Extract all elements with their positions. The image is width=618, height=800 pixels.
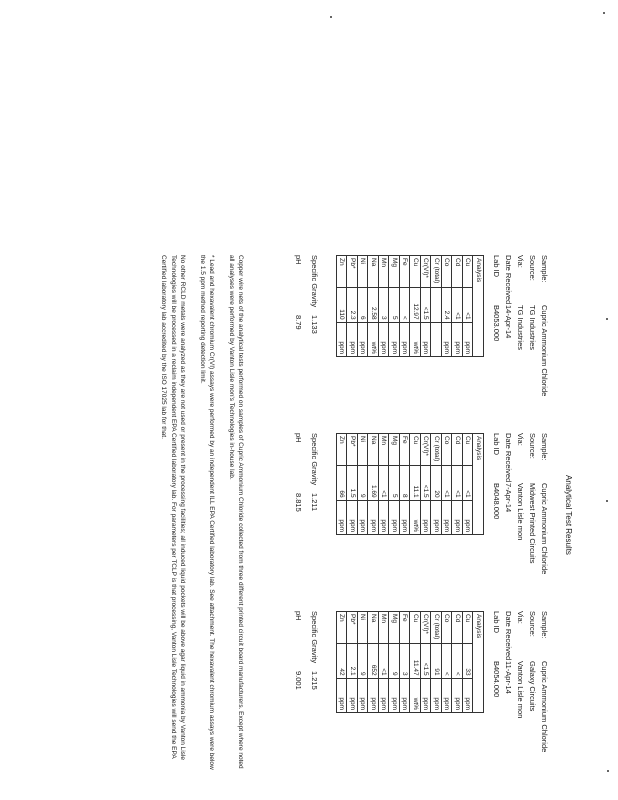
- unit-cell: ppm: [442, 322, 453, 356]
- element-cell: Cr(VI)*: [421, 612, 432, 644]
- value-cell: <1.5: [421, 644, 432, 678]
- element-cell: Ni: [358, 612, 369, 644]
- unit-cell: wt%: [410, 678, 421, 712]
- table-row: [389, 256, 400, 357]
- table-row: [421, 256, 432, 357]
- table-row: [463, 434, 474, 535]
- meta-row-sample: [536, 611, 548, 761]
- scan-mark: [607, 770, 609, 772]
- analysis-header: Analysis: [473, 256, 484, 357]
- unit-cell: ppm: [358, 500, 369, 534]
- ph-row: [286, 255, 302, 405]
- table-row: [368, 434, 379, 535]
- value-cell: <1: [379, 466, 390, 500]
- value-cell: 9: [389, 644, 400, 678]
- element-cell: Cr(VI)*: [421, 256, 432, 288]
- value-cell: 91: [431, 644, 442, 678]
- meta-label: Sample:: [540, 611, 549, 639]
- footnote-intro: Copper wire nets of the analytical tests performed on samples of Cupric Ammonium Chloride collected from three different printed circuit board manufacturers. Except where noted all analyses were performed by Vanton Lisle mon's Technologies in-house lab.: [227, 255, 244, 769]
- element-cell: Cu: [410, 612, 421, 644]
- unit-cell: ppm: [400, 322, 411, 356]
- meta-label: Source:: [528, 433, 537, 459]
- table-row: [442, 612, 453, 713]
- analysis-table: [336, 611, 484, 713]
- ph-row: [286, 433, 302, 583]
- meta-row-sample: [536, 255, 548, 405]
- ph-value: 9.001: [294, 671, 303, 690]
- meta-row-lab-id: [488, 433, 500, 583]
- meta-value: B4048.000: [492, 483, 501, 520]
- unit-cell: ppm: [337, 500, 348, 534]
- value-cell: 11.1: [410, 466, 421, 500]
- value-cell: <1: [463, 288, 474, 322]
- value-cell: 5: [389, 466, 400, 500]
- element-cell: Na: [368, 612, 379, 644]
- element-cell: Cd: [452, 434, 463, 466]
- meta-value: 14-Apr-14: [504, 305, 513, 339]
- table-row: [400, 434, 411, 535]
- value-cell: 20: [431, 466, 442, 500]
- unit-cell: ppm: [368, 678, 379, 712]
- meta-value: Galaxy Circuits: [528, 661, 537, 712]
- element-cell: Fe: [400, 256, 411, 288]
- unit-cell: ppm: [358, 678, 369, 712]
- analysis-table: [336, 433, 484, 535]
- meta-label: Lab ID: [492, 255, 501, 278]
- table-header-row: [473, 612, 484, 713]
- specific-gravity-value: 1.133: [310, 315, 319, 334]
- unit-cell: ppm: [379, 678, 390, 712]
- unit-cell: ppm: [400, 678, 411, 712]
- value-cell: 110: [337, 288, 348, 322]
- element-cell: Cr (total): [431, 256, 442, 288]
- unit-cell: ppm: [463, 678, 474, 712]
- table-row: [379, 434, 390, 535]
- table-row: [452, 434, 463, 535]
- element-cell: Zn: [337, 612, 348, 644]
- unit-cell: ppm: [452, 678, 463, 712]
- unit-cell: ppm: [421, 322, 432, 356]
- page-title: Analytical Test Results: [564, 475, 573, 555]
- value-cell: 3: [400, 644, 411, 678]
- unit-cell: ppm: [463, 322, 474, 356]
- meta-row-via: [512, 611, 524, 761]
- specific-gravity-label: Specific Gravity: [310, 255, 319, 308]
- meta-row-via: [512, 433, 524, 583]
- element-cell: Zn: [337, 434, 348, 466]
- unit-cell: ppm: [421, 678, 432, 712]
- element-cell: Mg: [389, 434, 400, 466]
- meta-row-lab-id: [488, 611, 500, 761]
- meta-label: Via:: [516, 255, 525, 268]
- table-row: [452, 612, 463, 713]
- meta-label: Via:: [516, 433, 525, 446]
- meta-row-source: [524, 611, 536, 761]
- element-cell: Ni: [358, 256, 369, 288]
- ph-row: [286, 611, 302, 761]
- unit-cell: ppm: [389, 322, 400, 356]
- meta-row-source: [524, 433, 536, 583]
- value-cell: <: [400, 288, 411, 322]
- table-row: [410, 434, 421, 535]
- scan-mark: [603, 12, 605, 14]
- sample-block: [286, 433, 548, 583]
- value-cell: 3: [379, 288, 390, 322]
- unit-cell: ppm: [337, 322, 348, 356]
- analysis-header: Analysis: [473, 434, 484, 535]
- table-row: [337, 434, 348, 535]
- ph-value: 8.815: [294, 493, 303, 512]
- element-cell: Cd: [452, 612, 463, 644]
- table-row: [431, 434, 442, 535]
- ph-label: pH: [294, 433, 303, 443]
- unit-cell: ppm: [452, 322, 463, 356]
- table-row: [421, 612, 432, 713]
- table-row: [368, 256, 379, 357]
- element-cell: Cr(VI)*: [421, 434, 432, 466]
- value-cell: 2.1: [347, 644, 358, 678]
- unit-cell: ppm: [379, 322, 390, 356]
- value-cell: <1: [452, 466, 463, 500]
- unit-cell: ppm: [347, 500, 358, 534]
- table-row: [431, 612, 442, 713]
- physical-props: [286, 433, 318, 583]
- value-cell: 1.5: [347, 466, 358, 500]
- element-cell: Cu: [463, 434, 474, 466]
- value-cell: 42: [337, 644, 348, 678]
- table-row: [463, 256, 474, 357]
- table-row: [379, 256, 390, 357]
- element-cell: Zn: [337, 256, 348, 288]
- table-row: [347, 256, 358, 357]
- value-cell: <1.5: [421, 466, 432, 500]
- element-cell: Pb*: [347, 612, 358, 644]
- element-cell: Mn: [379, 256, 390, 288]
- value-cell: <1: [452, 288, 463, 322]
- table-row: [337, 612, 348, 713]
- scan-mark: [606, 500, 608, 502]
- table-row: [389, 612, 400, 713]
- table-row: [410, 612, 421, 713]
- value-cell: 33: [463, 644, 474, 678]
- value-cell: <1: [463, 466, 474, 500]
- table-row: [421, 434, 432, 535]
- unit-cell: ppm: [452, 500, 463, 534]
- meta-row-date-received: [500, 611, 512, 761]
- element-cell: Fe: [400, 434, 411, 466]
- meta-value: TG Industries: [516, 305, 525, 351]
- meta-row-sample: [536, 433, 548, 583]
- value-cell: 12.97: [410, 288, 421, 322]
- table-row: [358, 256, 369, 357]
- meta-row-source: [524, 255, 536, 405]
- meta-row-via: [512, 255, 524, 405]
- unit-cell: ppm: [347, 678, 358, 712]
- value-cell: <: [452, 644, 463, 678]
- meta-value: TG Industries: [528, 305, 537, 351]
- unit-cell: [431, 322, 442, 356]
- meta-value: Cupric Ammonium Chloride: [540, 305, 549, 397]
- unit-cell: wt%: [410, 500, 421, 534]
- meta-label: Lab ID: [492, 611, 501, 634]
- scan-mark: [606, 318, 608, 320]
- rotated-page-content: [53, 255, 573, 770]
- meta-value: Vanton Lisle mon: [516, 661, 525, 719]
- element-cell: Pb*: [347, 434, 358, 466]
- unit-cell: ppm: [368, 500, 379, 534]
- meta-value: B4054.000: [492, 661, 501, 698]
- element-cell: Pb*: [347, 256, 358, 288]
- analysis-table: [336, 255, 484, 357]
- value-cell: 2.58: [368, 288, 379, 322]
- value-cell: 1.69: [368, 466, 379, 500]
- specific-gravity-row: [302, 433, 318, 583]
- element-cell: Cu: [463, 256, 474, 288]
- meta-label: Via:: [516, 611, 525, 624]
- table-row: [347, 612, 358, 713]
- specific-gravity-row: [302, 255, 318, 405]
- unit-cell: ppm: [442, 678, 453, 712]
- value-cell: 652: [368, 644, 379, 678]
- table-row: [379, 612, 390, 713]
- table-row: [400, 612, 411, 713]
- specific-gravity-value: 1.211: [310, 493, 319, 512]
- table-row: [368, 612, 379, 713]
- footnote-rcra-metals: No other RCLD metals were analyzed as they are not used or present in the processing facilities; all induced liquid pockets will be above agar liquid in ammonia by Vanton Lisle Technologies will be processed in a reclaim independent EPA Certified laboratory lab. For parameters per TCLP is that processing, Vanton Lisle Technologies will send the EPA Certified laboratory lab accredited by the ISO 17025 lab for that.: [160, 255, 187, 760]
- ph-value: 8.79: [294, 315, 303, 330]
- table-row: [358, 434, 369, 535]
- value-cell: 6: [358, 288, 369, 322]
- meta-label: Sample:: [540, 433, 549, 461]
- unit-cell: ppm: [358, 322, 369, 356]
- footnotes: [149, 255, 245, 775]
- value-cell: <1.5: [421, 288, 432, 322]
- meta-label: Sample:: [540, 255, 549, 283]
- unit-cell: wt%: [410, 322, 421, 356]
- meta-row-date-received: [500, 255, 512, 405]
- meta-value: Midwest Printed Circuits: [528, 483, 537, 564]
- unit-cell: wt%: [368, 322, 379, 356]
- element-cell: Cr (total): [431, 434, 442, 466]
- element-cell: Cu: [410, 256, 421, 288]
- value-cell: [431, 288, 442, 322]
- element-cell: Mn: [379, 434, 390, 466]
- meta-row-lab-id: [488, 255, 500, 405]
- meta-value: 11-Apr-14: [504, 661, 513, 694]
- meta-value: B4053.000: [492, 305, 501, 342]
- unit-cell: ppm: [389, 678, 400, 712]
- footnote-lead-chromium: * Lead and hexavalent chromium Cr(VI) assays were performed by an independent ILL EPA Certified laboratory lab. See attachment. The hexavalent chromium assays were below the 1.5 ppm method reporting detection limit.: [198, 255, 216, 770]
- value-cell: 66: [337, 466, 348, 500]
- sample-block: [286, 611, 548, 761]
- element-cell: Mg: [389, 612, 400, 644]
- meta-label: Source:: [528, 255, 537, 281]
- specific-gravity-value: 1.215: [310, 671, 319, 690]
- table-row: [442, 256, 453, 357]
- unit-cell: ppm: [400, 500, 411, 534]
- table-row: [347, 434, 358, 535]
- ph-label: pH: [294, 611, 303, 621]
- meta-value: Cupric Ammonium Chloride: [540, 483, 549, 575]
- element-cell: Co: [442, 434, 453, 466]
- value-cell: <: [442, 644, 453, 678]
- unit-cell: ppm: [431, 678, 442, 712]
- physical-props: [286, 611, 318, 761]
- meta-label: Date Received: [504, 611, 513, 661]
- meta-value: Cupric Ammonium Chloride: [540, 661, 549, 753]
- meta-value: 7-Apr-14: [504, 483, 513, 513]
- value-cell: 2.3: [347, 288, 358, 322]
- element-cell: Cu: [463, 612, 474, 644]
- element-cell: Co: [442, 256, 453, 288]
- unit-cell: ppm: [337, 678, 348, 712]
- specific-gravity-label: Specific Gravity: [310, 611, 319, 664]
- unit-cell: ppm: [389, 500, 400, 534]
- table-row: [463, 612, 474, 713]
- table-row: [358, 612, 369, 713]
- element-cell: Na: [368, 434, 379, 466]
- value-cell: 9: [358, 644, 369, 678]
- table-header-row: [473, 434, 484, 535]
- unit-cell: ppm: [442, 500, 453, 534]
- table-row: [410, 256, 421, 357]
- unit-cell: ppm: [421, 500, 432, 534]
- specific-gravity-row: [302, 611, 318, 761]
- scan-mark: [330, 16, 332, 18]
- specific-gravity-label: Specific Gravity: [310, 433, 319, 486]
- unit-cell: ppm: [463, 500, 474, 534]
- element-cell: Cu: [410, 434, 421, 466]
- element-cell: Cd: [452, 256, 463, 288]
- value-cell: 8: [400, 466, 411, 500]
- unit-cell: ppm: [431, 500, 442, 534]
- element-cell: Fe: [400, 612, 411, 644]
- table-row: [442, 434, 453, 535]
- unit-cell: ppm: [379, 500, 390, 534]
- element-cell: Na: [368, 256, 379, 288]
- element-cell: Co: [442, 612, 453, 644]
- physical-props: [286, 255, 318, 405]
- value-cell: 5: [389, 288, 400, 322]
- element-cell: Mg: [389, 256, 400, 288]
- meta-label: Date Received: [504, 255, 513, 305]
- element-cell: Cr (total): [431, 612, 442, 644]
- table-row: [337, 256, 348, 357]
- sample-block: [286, 255, 548, 405]
- element-cell: Mn: [379, 612, 390, 644]
- ph-label: pH: [294, 255, 303, 265]
- table-row: [452, 256, 463, 357]
- value-cell: 9: [358, 466, 369, 500]
- meta-label: Source:: [528, 611, 537, 637]
- value-cell: 2.4: [442, 288, 453, 322]
- meta-label: Lab ID: [492, 433, 501, 456]
- element-cell: Ni: [358, 434, 369, 466]
- meta-row-date-received: [500, 433, 512, 583]
- table-row: [400, 256, 411, 357]
- table-row: [431, 256, 442, 357]
- analysis-header: Analysis: [473, 612, 484, 713]
- table-header-row: [473, 256, 484, 357]
- value-cell: <1: [379, 644, 390, 678]
- unit-cell: ppm: [347, 322, 358, 356]
- value-cell: <1: [442, 466, 453, 500]
- value-cell: 11.47: [410, 644, 421, 678]
- meta-label: Date Received: [504, 433, 513, 483]
- table-row: [389, 434, 400, 535]
- meta-value: Vanton Lisle mon: [516, 483, 525, 541]
